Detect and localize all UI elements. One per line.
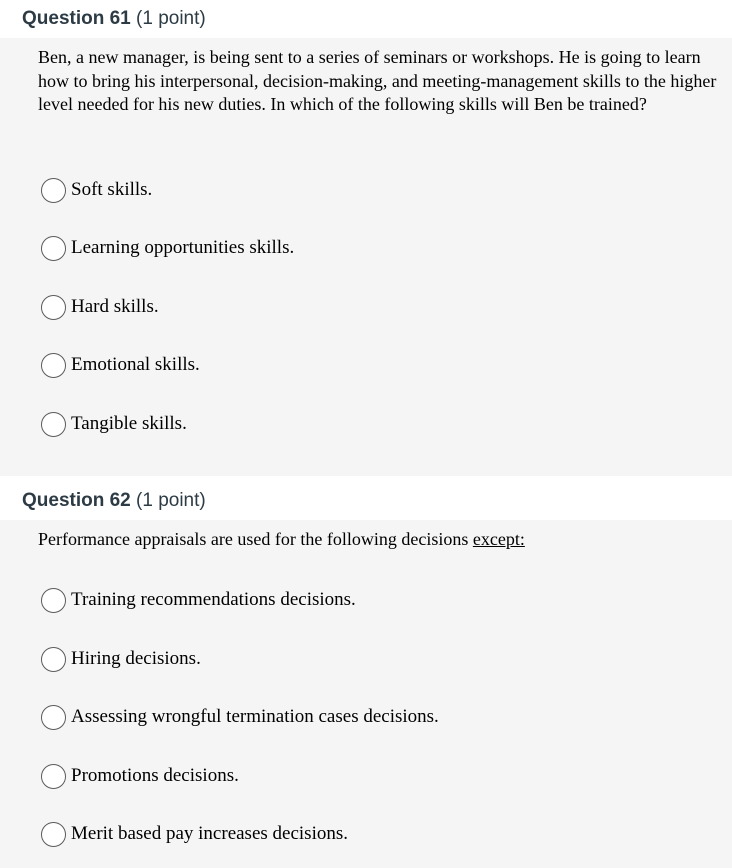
option-label: Training recommendations decisions. — [71, 589, 356, 610]
question-62-option-1[interactable] — [41, 587, 356, 613]
radio-button[interactable] — [41, 236, 66, 261]
question-61-option-5[interactable] — [41, 411, 187, 437]
radio-button[interactable] — [41, 647, 66, 672]
option-label: Emotional skills. — [71, 354, 200, 375]
question-61-points: (1 point) — [136, 8, 206, 29]
option-label: Tangible skills. — [71, 413, 187, 434]
question-61-number: Question 61 — [22, 8, 131, 29]
question-62-points: (1 point) — [136, 490, 206, 511]
question-61-option-3[interactable] — [41, 294, 159, 320]
radio-button[interactable] — [41, 412, 66, 437]
question-62-option-4[interactable] — [41, 763, 239, 789]
option-label: Soft skills. — [71, 179, 153, 200]
option-label: Hiring decisions. — [71, 648, 201, 669]
question-62-number: Question 62 — [22, 490, 131, 511]
radio-button[interactable] — [41, 178, 66, 203]
question-62-option-5[interactable] — [41, 821, 348, 847]
question-61-option-2[interactable] — [41, 235, 294, 261]
option-label: Promotions decisions. — [71, 765, 239, 786]
question-61-text: Ben, a new manager, is being sent to a series of seminars or workshops. He is going to learn how to bring his interpersonal, decision-making, and meeting-management skills to the higher level needed for his new duties. In which of the following skills will Ben be trained? — [38, 47, 717, 114]
radio-button[interactable] — [41, 764, 66, 789]
option-label: Learning opportunities skills. — [71, 237, 295, 258]
option-label: Merit based pay increases decisions. — [71, 823, 348, 844]
radio-button[interactable] — [41, 705, 66, 730]
question-61-option-4[interactable] — [41, 352, 200, 378]
question-61-option-1[interactable] — [41, 177, 152, 203]
question-61-header — [22, 8, 206, 30]
question-62-option-2[interactable] — [41, 646, 201, 672]
radio-button[interactable] — [41, 822, 66, 847]
option-label: Assessing wrongful termination cases decisions. — [71, 706, 439, 727]
question-62-header — [22, 490, 206, 512]
radio-button[interactable] — [41, 353, 66, 378]
question-62-option-3[interactable] — [41, 704, 439, 730]
question-62-text-except: except: — [472, 529, 525, 549]
radio-button[interactable] — [41, 588, 66, 613]
option-label: Hard skills. — [71, 296, 159, 317]
radio-button[interactable] — [41, 295, 66, 320]
question-62-text — [38, 528, 728, 552]
question-62-body — [0, 520, 732, 868]
question-62-text-main: Performance appraisals are used for the following decisions — [38, 529, 473, 549]
question-61-body — [0, 38, 732, 476]
